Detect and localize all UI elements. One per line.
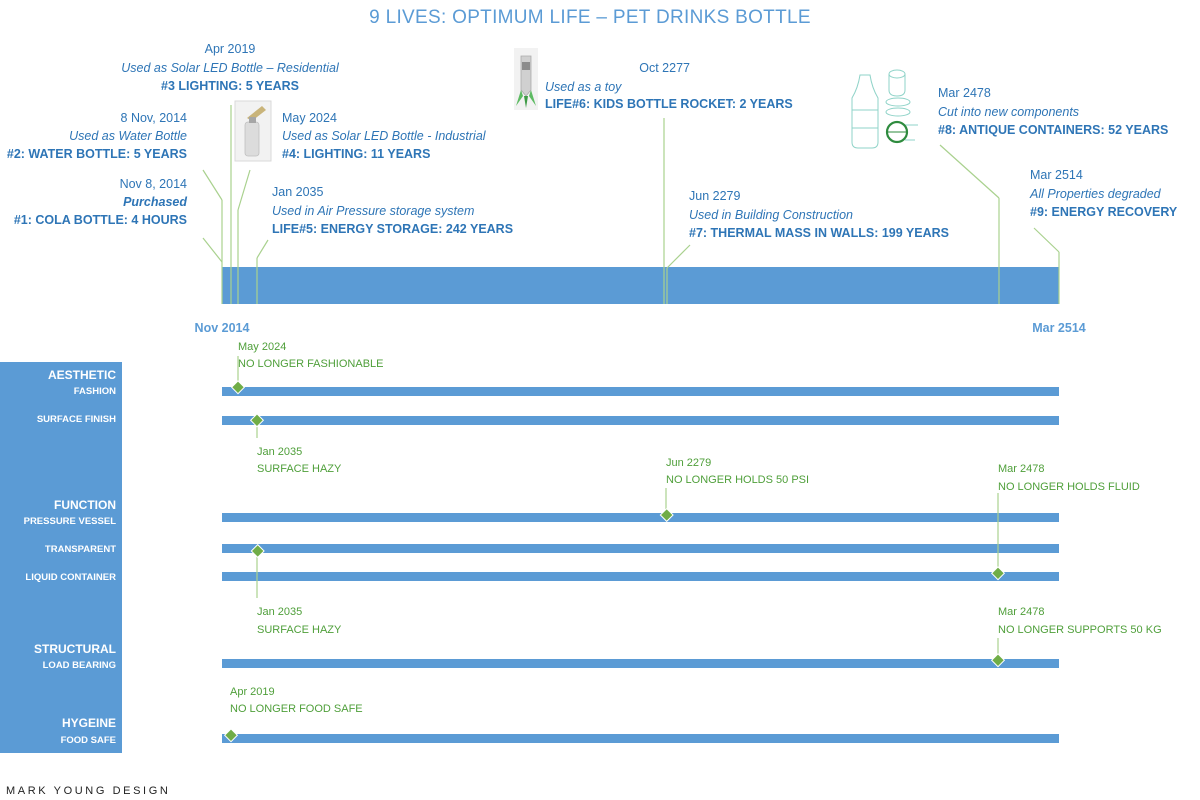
life-label-3	[121, 42, 340, 93]
property-bar-load-bearing	[222, 659, 1059, 668]
life-1-leader-diag	[203, 238, 222, 262]
surface-failure-desc: SURFACE HAZY	[257, 463, 342, 475]
life-9-date: Mar 2514	[1030, 168, 1083, 182]
life-8-leader	[940, 145, 999, 198]
fashion-failure-date: May 2024	[238, 341, 287, 353]
property-bar-surface-finish	[222, 416, 1059, 425]
foodsafe-failure-desc: NO LONGER FOOD SAFE	[230, 703, 363, 715]
life-5-leader	[257, 240, 268, 258]
life-7-leader	[667, 245, 690, 268]
life-1-date: Nov 8, 2014	[119, 177, 187, 191]
category-hygeine: HYGEINE	[61, 716, 116, 730]
pressure-failure-desc: NO LONGER HOLDS 50 PSI	[666, 474, 810, 486]
life-label-8	[938, 86, 1168, 137]
property-bar-pressure-vessel	[222, 513, 1059, 522]
life-2-leader	[203, 170, 222, 200]
axis-start-label: Nov 2014	[194, 321, 250, 335]
life-5-desc: Used in Air Pressure storage system	[272, 204, 475, 218]
property-bar-fashion	[222, 387, 1059, 396]
pressure-failure-date: Jun 2279	[666, 457, 712, 469]
solar-led-bottle-illustration	[235, 101, 271, 161]
life-label-6	[545, 61, 793, 111]
axis-end-label: Mar 2514	[1032, 321, 1086, 335]
life-3-date: Apr 2019	[204, 42, 256, 56]
life-label-4	[282, 111, 487, 161]
property-bar-food-safe	[222, 734, 1059, 743]
load-failure-desc: NO LONGER SUPPORTS 50 KG	[998, 624, 1162, 636]
property-surface-finish: SURFACE FINISH	[36, 414, 116, 425]
property-bar-transparent	[222, 544, 1059, 553]
life-7-date: Jun 2279	[689, 189, 741, 203]
load-failure-date: Mar 2478	[998, 606, 1045, 618]
life-6-name: LIFE#6: KIDS BOTTLE ROCKET: 2 YEARS	[545, 97, 793, 111]
life-4-name: #4: LIGHTING: 11 YEARS	[282, 147, 431, 161]
life-9-name: #9: ENERGY RECOVERY	[1030, 205, 1178, 219]
main-timeline-bar	[222, 267, 1059, 304]
page-title: 9 LIVES: OPTIMUM LIFE – PET DRINKS BOTTLE	[369, 7, 811, 28]
life-label-7	[689, 189, 949, 240]
property-fashion: FASHION	[73, 386, 116, 397]
life-5-date: Jan 2035	[272, 185, 324, 199]
life-3-name: #3 LIGHTING: 5 YEARS	[161, 79, 299, 93]
foodsafe-failure-date: Apr 2019	[230, 686, 275, 698]
life-5-name: LIFE#5: ENERGY STORAGE: 242 YEARS	[272, 222, 514, 236]
life-4-leader	[238, 170, 250, 210]
life-1-desc: Purchased	[123, 195, 187, 209]
life-2-date: 8 Nov, 2014	[120, 111, 187, 125]
category-function: FUNCTION	[54, 498, 116, 512]
cut-bottle-components-illustration	[852, 70, 918, 148]
property-liquid-container: LIQUID CONTAINER	[25, 572, 116, 583]
life-8-date: Mar 2478	[938, 86, 991, 100]
life-2-name: #2: WATER BOTTLE: 5 YEARS	[6, 147, 187, 161]
life-label-1	[14, 177, 188, 227]
property-food-safe: FOOD SAFE	[60, 735, 116, 746]
property-pressure-vessel: PRESSURE VESSEL	[23, 516, 116, 527]
liquid-failure-desc: NO LONGER HOLDS FLUID	[998, 481, 1140, 493]
category-aesthetic: AESTHETIC	[47, 368, 116, 382]
property-transparent: TRANSPARENT	[44, 544, 116, 555]
life-1-name: #1: COLA BOTTLE: 4 HOURS	[13, 213, 187, 227]
property-bar-liquid-container	[222, 572, 1059, 581]
life-8-desc: Cut into new components	[938, 105, 1080, 119]
life-6-desc: Used as a toy	[545, 80, 622, 94]
property-load-bearing: LOAD BEARING	[42, 660, 116, 671]
life-2-desc: Used as Water Bottle	[69, 129, 187, 143]
fashion-failure-desc: NO LONGER FASHIONABLE	[238, 358, 384, 370]
category-structural: STRUCTURAL	[34, 642, 116, 656]
transparent-failure-desc: SURFACE HAZY	[257, 624, 342, 636]
life-6-date: Oct 2277	[639, 61, 690, 75]
surface-failure-date: Jan 2035	[257, 446, 303, 458]
transparent-failure-date: Jan 2035	[257, 606, 303, 618]
life-8-name: #8: ANTIQUE CONTAINERS: 52 YEARS	[938, 123, 1169, 137]
life-label-9	[1029, 168, 1178, 219]
life-7-name: #7: THERMAL MASS IN WALLS: 199 YEARS	[689, 226, 949, 240]
life-7-desc: Used in Building Construction	[689, 208, 853, 222]
life-4-desc: Used as Solar LED Bottle - Industrial	[282, 129, 486, 143]
life-3-desc: Used as Solar LED Bottle – Residential	[121, 61, 339, 75]
life-label-2	[7, 111, 187, 161]
liquid-failure-date: Mar 2478	[998, 463, 1045, 475]
life-9-desc: All Properties degraded	[1030, 187, 1161, 201]
life-9-leader	[1034, 228, 1059, 252]
life-label-5	[272, 185, 513, 236]
life-4-date: May 2024	[282, 111, 337, 125]
bottle-rocket-illustration	[514, 48, 538, 110]
footer-brand: MARK YOUNG DESIGN	[6, 785, 171, 797]
